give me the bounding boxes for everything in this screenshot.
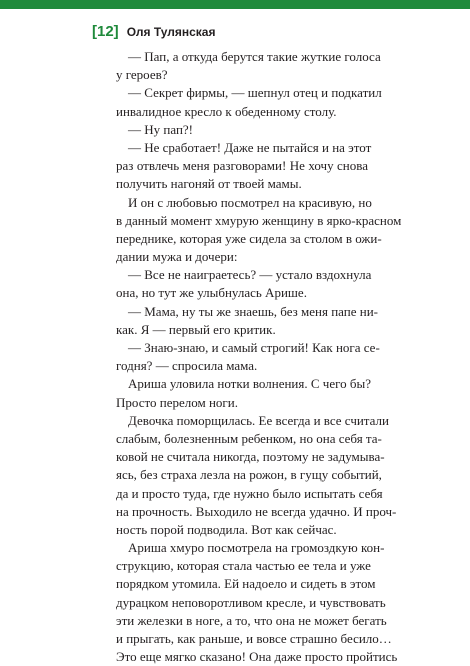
text-line: годня? — спросила мама. xyxy=(116,358,258,374)
text-line: на прочность. Выходило не всегда удачно. И проч- xyxy=(116,503,397,519)
text-line: — Пап, а откуда берутся такие жуткие голоса xyxy=(128,49,381,64)
text-line: эти железки в ноге, а то, что она не может бегать xyxy=(116,612,387,628)
text-line: — Ну пап?! xyxy=(128,121,193,137)
text-line: как. Я — первый его критик. xyxy=(116,321,276,337)
text-line: — Мама, ну ты же знаешь, без меня папе ни- xyxy=(128,303,378,319)
text-line: — Секрет фирмы, — шепнул отец и подкатил xyxy=(128,85,382,101)
text-line: — Не сработает! Даже не пытайся и на этот xyxy=(128,139,372,155)
text-line: она, но тут же улыбнулась Арише. xyxy=(116,285,307,301)
text-line: Ариша хмуро посмотрела на громоздкую кон- xyxy=(128,540,385,556)
text-line: ясь, без страха лезла на рожон, в гущу событий, xyxy=(116,467,382,483)
text-line: Ариша уловила нотки волнения. С чего бы? xyxy=(128,376,371,392)
text-line: порядком утомила. Ей надоело и сидеть в этом xyxy=(116,576,376,592)
text-line: переднике, которая уже сидела за столом в ожи- xyxy=(116,230,382,246)
text-line: Девочка поморщилась. Ее всегда и все считали xyxy=(128,412,389,428)
page-header xyxy=(92,23,215,40)
text-line: — Знаю-знаю, и самый строгий! Как нога се- xyxy=(128,340,380,355)
text-line: инвалидное кресло к обеденному столу. xyxy=(116,103,337,119)
page-number: [12] xyxy=(92,23,119,40)
top-green-bar xyxy=(0,0,470,9)
text-line: получить нагоняй от твоей мамы. xyxy=(116,176,302,192)
text-line: у героев? xyxy=(116,67,168,83)
text-line: ковой не считала никогда, поэтому не задумыва- xyxy=(116,449,385,465)
text-line: и прыгать, как раньше, и вовсе страшно бесило… xyxy=(116,631,392,646)
text-line: раз отвлечь меня разговорами! Не хочу снова xyxy=(116,158,368,174)
text-line: ность порой подводила. Вот как сейчас. xyxy=(116,521,337,537)
text-line: дании мужа и дочери: xyxy=(116,249,238,265)
text-line: да и просто туда, где нужно было испытать себя xyxy=(116,485,383,501)
author-name: Оля Тулянская xyxy=(126,25,216,39)
text-line: дурацком неповоротливом кресле, и чувствовать xyxy=(116,594,386,610)
body-text xyxy=(116,48,402,666)
text-line: — Все не наиграетесь? — устало вздохнула xyxy=(128,267,372,283)
text-line: И он с любовью посмотрел на красивую, но xyxy=(128,194,372,210)
text-line: Просто перелом ноги. xyxy=(116,394,238,410)
text-line: слабым, болезненным ребенком, но она себя та- xyxy=(116,430,382,446)
text-line: в данный момент хмурую женщину в ярко-красном xyxy=(116,212,402,228)
text-line: Это еще мягко сказано! Она даже просто пройтись xyxy=(116,649,398,665)
text-line: струкцию, которая стала частью ее тела и уже xyxy=(116,558,371,574)
